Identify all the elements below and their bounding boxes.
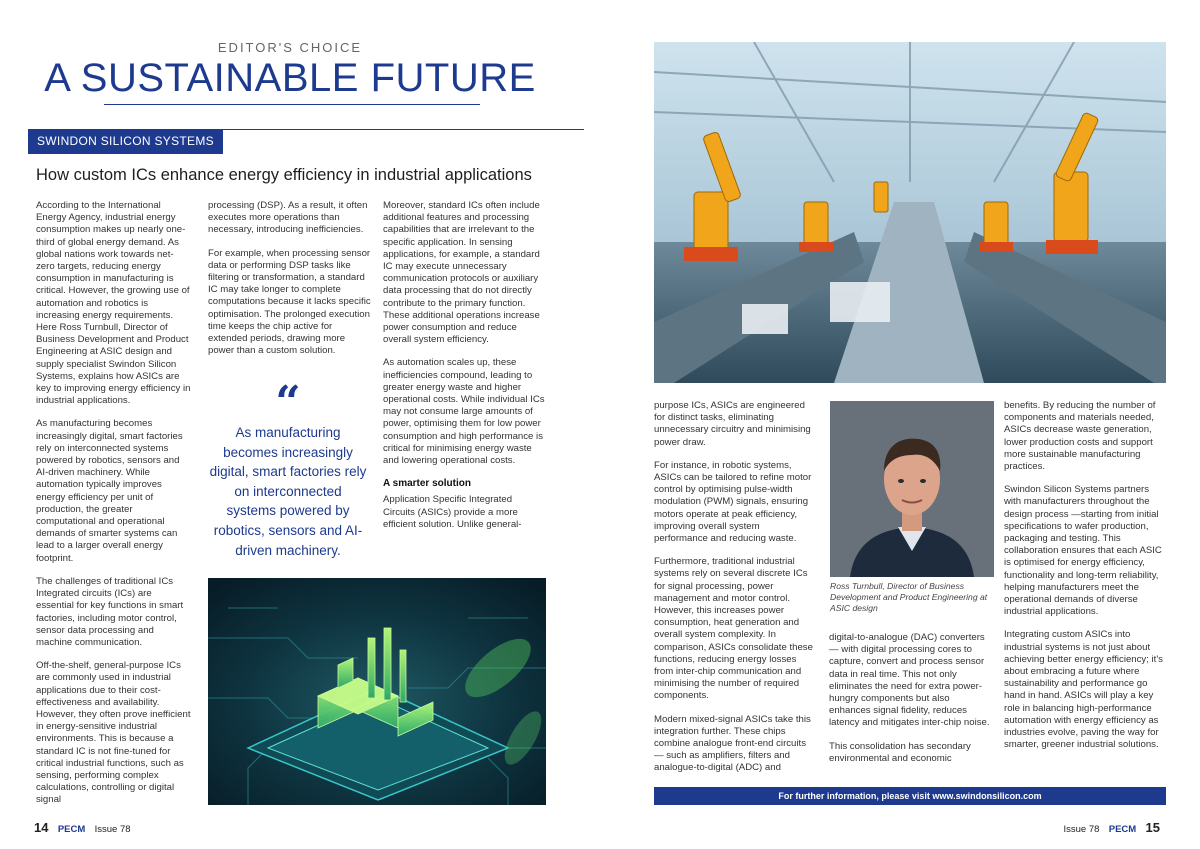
paragraph: For example, when processing sensor data or performing DSP tasks like filtering or transformation, a standard IC may take longer to complete computations because it lacks specific optimisation. The prolonged execution time keeps the chip active for extended periods, drawing more power than a custom solution.	[208, 247, 371, 357]
further-info-link[interactable]: For further information, please visit www.swindonsilicon.com	[654, 787, 1166, 805]
issue-label: Issue 78	[94, 824, 131, 835]
paragraph: Application Specific Integrated Circuits (ASICs) provide a more efficient solution. Unlike general-	[383, 494, 522, 530]
chip-factory-illustration	[208, 578, 546, 805]
article-column-4	[654, 400, 816, 786]
title-underline	[104, 104, 480, 105]
article-subtitle: How custom ICs enhance energy efficiency in industrial applications	[36, 166, 532, 184]
paragraph: For instance, in robotic systems, ASICs can be tailored to refine motor control by optimising pulse-width modulation (PWM) signals, ensuring motors operate at peak efficiency, improving overall system performance and reducing waste.	[654, 459, 812, 545]
article-column-6	[1004, 400, 1168, 762]
paragraph: Modern mixed-signal ASICs take this integration further. These chips combine analogue front-end circuits — such as amplifiers, filters and analogue-to-digital (ADC) and	[654, 713, 811, 774]
circuit-factory-icon	[208, 578, 546, 805]
paragraph: digital-to-analogue (DAC) converters — with digital processing cores to capture, convert and process sensor data in real time. This not only eliminates the need for extra power-hungry components but also enhances signal fidelity, reduces latency and mitigates inter-chip noise.	[829, 632, 990, 729]
paragraph: Furthermore, traditional industrial systems rely on several discrete ICs for signal processing, power management and motor control. However, this increases power consumption, heat generation and overall system complexity. In comparison, ASICs consolidate these functions, reducing energy losses from inter-chip communication and minimising the number of required components.	[654, 556, 813, 702]
paragraph: purpose ICs, ASICs are engineered for distinct tasks, eliminating unnecessary circuitry and minimising power draw.	[654, 400, 811, 448]
folio-left	[34, 820, 137, 835]
company-tag: SWINDON SILICON SYSTEMS	[28, 129, 223, 154]
paragraph: Off-the-shelf, general-purpose ICs are commonly used in industrial applications due to their cost-effectiveness and availability. However, they often prove inefficient in energy-sensitive industrial environments. This is because a standard IC is not fine-tuned for critical industrial functions, such as sensing, performing complex calculations, controlling or digital signal	[36, 660, 191, 806]
page-title: A SUSTAINABLE FUTURE	[44, 56, 536, 100]
folio-right	[1063, 820, 1166, 835]
paragraph: Integrating custom ASICs into industrial systems is not just about achieving better energy efficiency; it's about embracing a future where sustainability and performance go hand in hand. ASICs will play a key role in balancing high-performance automation with energy efficiency as industries evolve, paving the way for smarter, greener industrial solutions.	[1004, 629, 1163, 751]
magazine-brand: PECM	[1108, 824, 1137, 835]
paragraph: Swindon Silicon Systems partners with manufacturers throughout the design process —starting from initial specifications to wafer production, packaging and testing. This collaboration ensures that each ASIC is optimised for energy efficiency, functionality and long-term reliability, helping manufacturers meet the operational demands of diverse industrial applications.	[1004, 484, 1162, 618]
paragraph: benefits. By reducing the number of components and materials needed, ASICs decrease waste generation, lower production costs and support more sustainable manufacturing practices.	[1004, 400, 1156, 473]
paragraph: As manufacturing becomes increasingly digital, smart factories rely on interconnected systems powered by robotics, sensors and AI-driven machinery. While automation typically improves energy efficiency per unit of production, the greater computational and operational demands of smarter systems can lead to a larger overall energy footprint.	[36, 418, 183, 564]
page-number: 14	[34, 820, 49, 835]
author-portrait	[830, 401, 994, 577]
page-number: 15	[1145, 820, 1160, 835]
paragraph: processing (DSP). As a result, it often executes more operations than necessary, introducing inefficiencies.	[208, 200, 368, 236]
issue-label: Issue 78	[1063, 824, 1100, 835]
paragraph: The challenges of traditional ICs Integrated circuits (ICs) are essential for key functions in smart factories, including motor control, sensor data processing and machine communication.	[36, 575, 184, 648]
robotic-factory-photo	[654, 42, 1166, 383]
paragraph: As automation scales up, these inefficiencies compound, leading to greater energy waste and higher operational costs. While individual ICs may not consume large amounts of power, optimising them for low power consumption and high performance is critical for minimising energy waste and lowering operational costs.	[383, 357, 545, 467]
paragraph: Moreover, standard ICs often include additional features and processing capabilities that are irrelevant to the specific application. In sensing applications, for example, a standard IC may execute unnecessary communication protocols or auxiliary data processing that do not directly contribute to the primary function. These additional operations increase power consumption and reduce overall system efficiency.	[383, 200, 540, 346]
factory-robots-icon	[654, 42, 1166, 383]
section-heading: A smarter solution	[383, 478, 471, 490]
person-icon	[830, 401, 994, 577]
magazine-brand: PECM	[57, 824, 86, 835]
pull-quote: As manufacturing becomes increasingly digital, smart factories rely on interconnected systems powered by robotics, sensors and AI-driven machinery.	[209, 425, 367, 558]
article-column-1	[36, 200, 192, 818]
portrait-caption: Ross Turnbull, Director of Business Development and Product Engineering at ASIC design	[830, 581, 988, 613]
section-kicker: EDITOR'S CHOICE	[217, 40, 363, 55]
article-column-5	[829, 632, 993, 776]
quote-icon: “	[275, 377, 301, 428]
paragraph: This consolidation has secondary environmental and economic	[829, 740, 971, 764]
paragraph: According to the International Energy Agency, industrial energy consumption makes up nearly one-third of global energy demand. As global nations work towards net-zero targets, reducing energy consumption in manufacturing is critical. However, the growing use of automation and robotics is increasing energy requirements. Here Ross Turnbull, Director of Business Development and Product Engineering at ASIC design and supply specialist Swindon Silicon Systems, explains how ASICs are key to improving energy efficiency in industrial applications.	[36, 200, 191, 407]
article-column-2	[208, 200, 372, 368]
article-column-3	[383, 200, 545, 542]
